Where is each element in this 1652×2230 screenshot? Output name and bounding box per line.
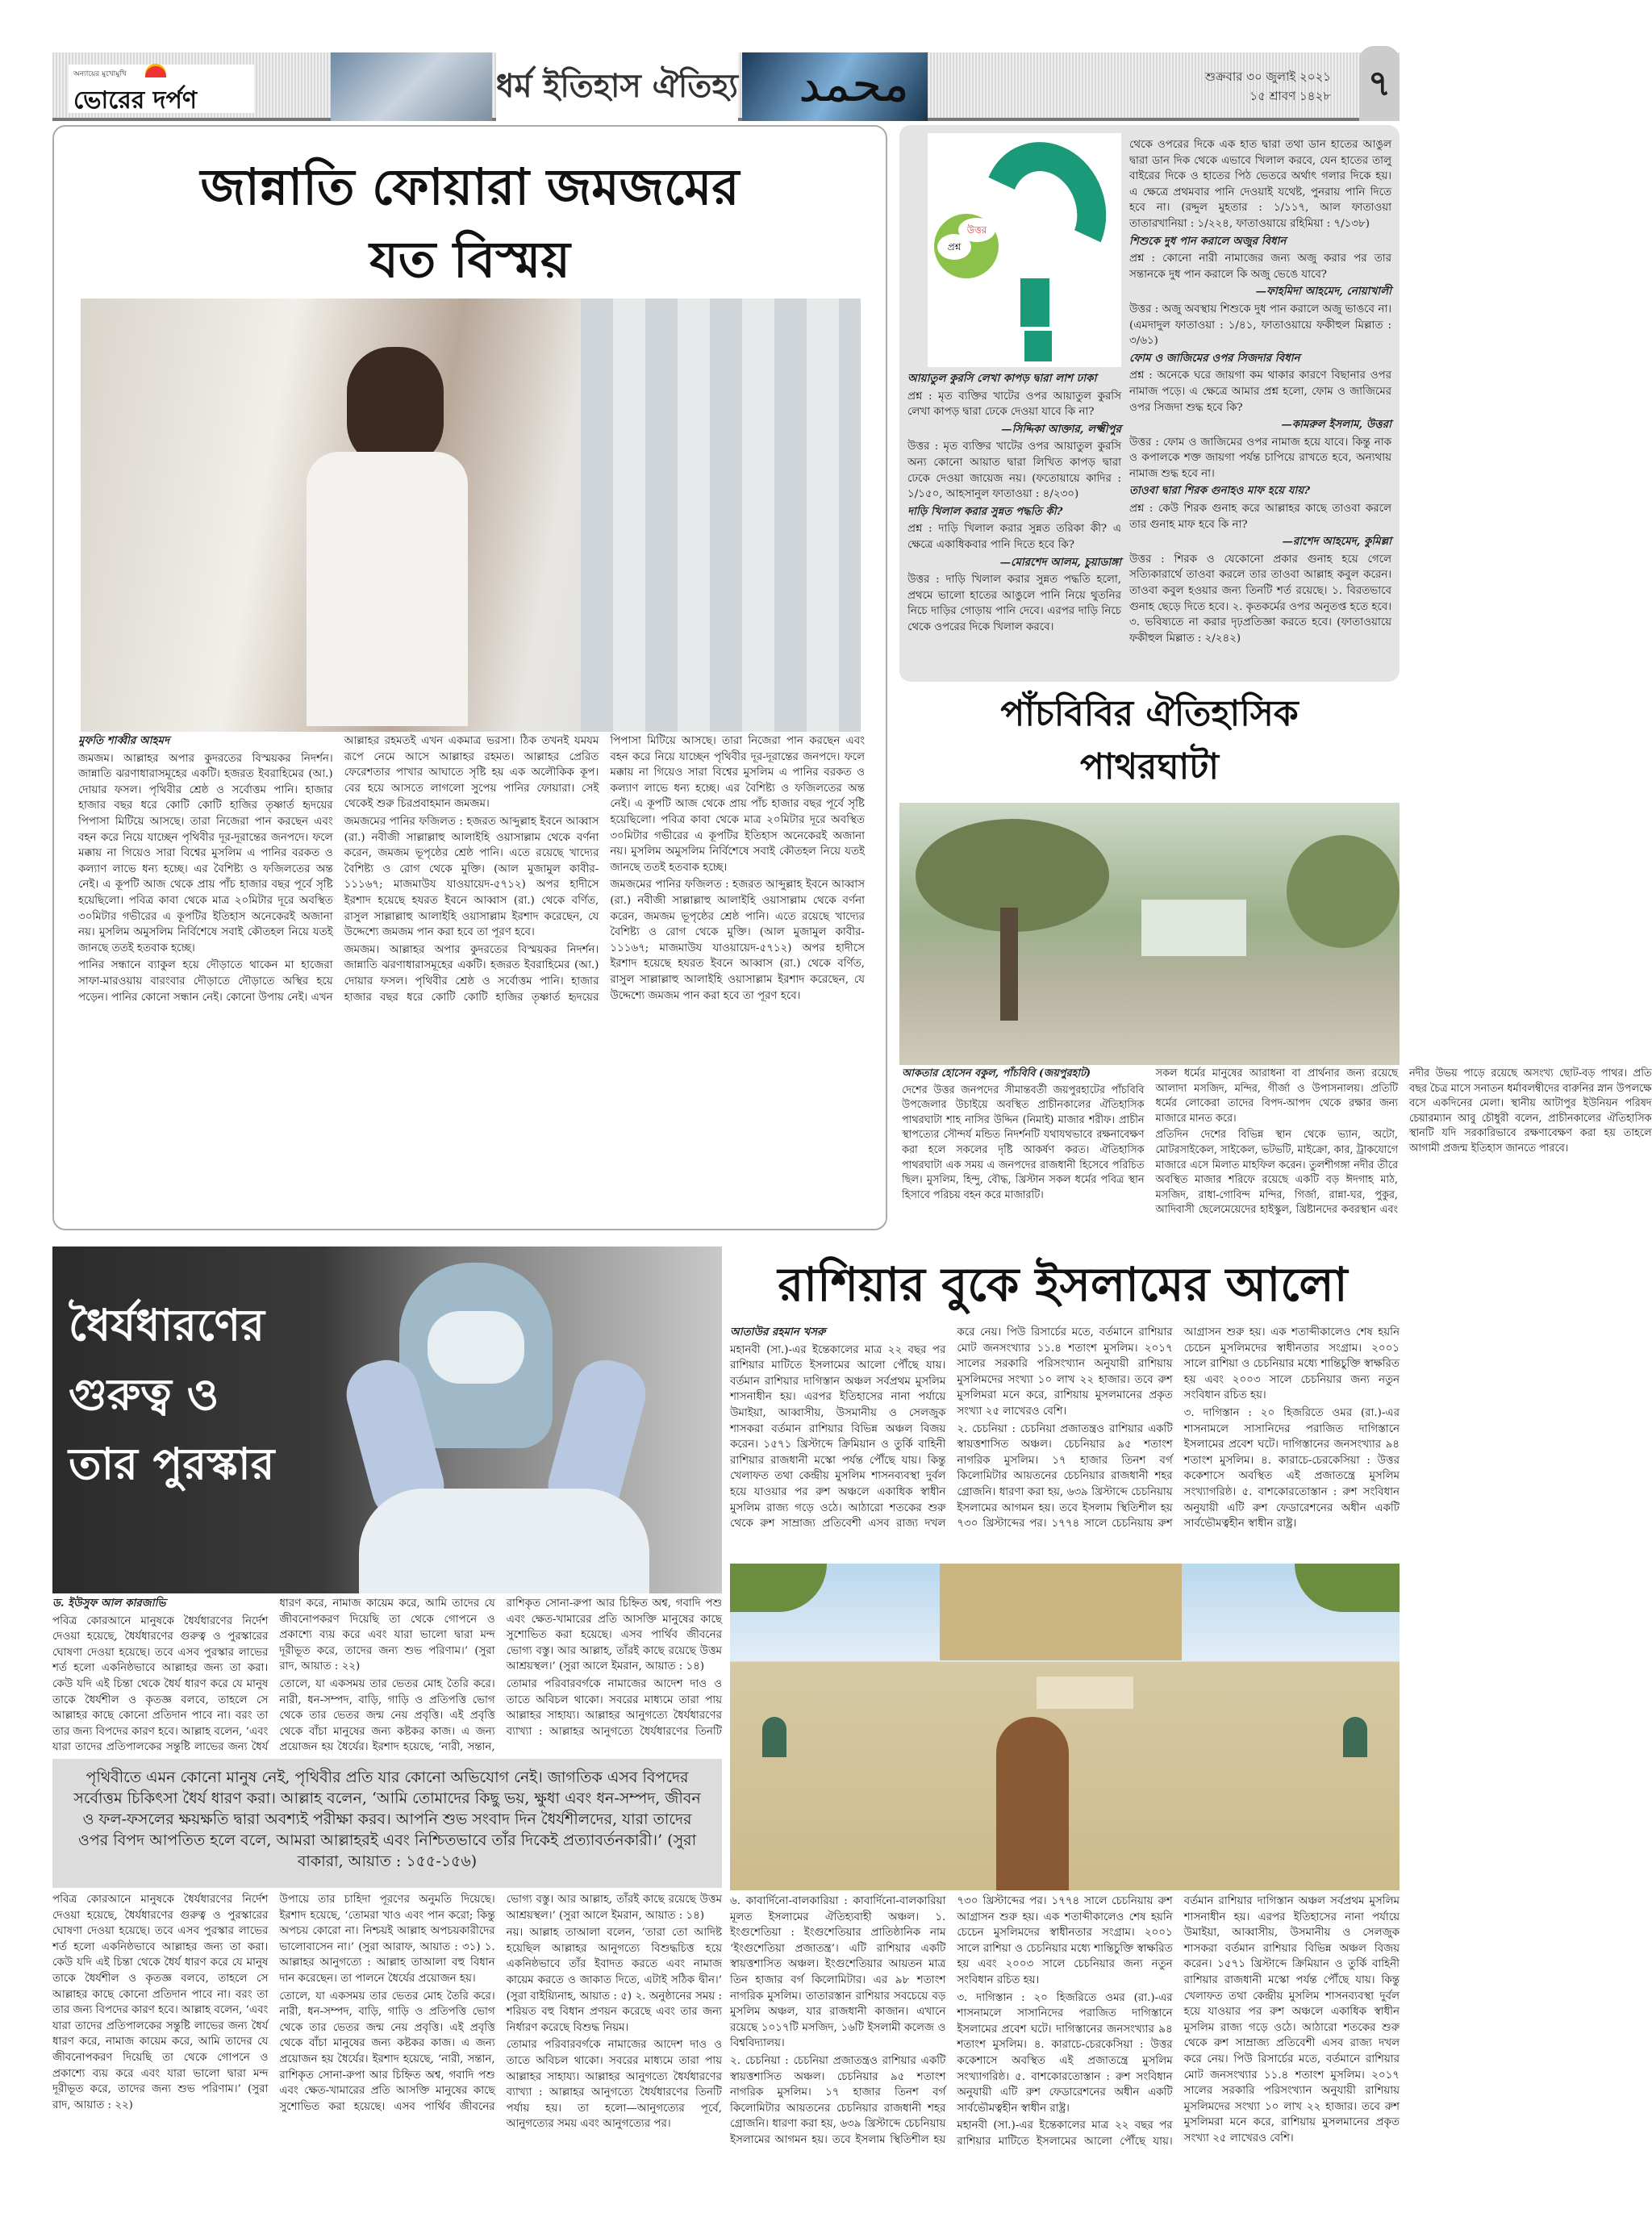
qa-question: প্রশ্ন : কেউ শিরক গুনাহ করে আল্লাহর কাছে তাওবা করলে তার গুনাহ মাফ হবে কি না? bbox=[1129, 503, 1391, 531]
qa-answer: উত্তর : অজু অবস্থায় শিশুকে দুধ পান করালে অজু ভাঙবে না। (এমদাদুল ফাতাওয়া : ১/৪১, ফাতাওয়ায়ে ফকীহুল মিল্লাত : ৩/৬১) bbox=[1129, 303, 1391, 348]
byline: মুফতি শাব্বীর আহমদ bbox=[78, 734, 170, 747]
newspaper-logo[interactable] bbox=[69, 65, 254, 113]
mosque-photo bbox=[730, 1564, 1400, 1890]
qa-section bbox=[899, 125, 1400, 682]
patience-body-bottom bbox=[52, 1892, 722, 2211]
pull-quote: পৃথিবীতে এমন কোনো মানুষ নেই, পৃথিবীর প্রতি যার কোনো অভিযোগ নেই। জাগতিক এসব বিপদের সর্বোত্তম চিকিৎসা ধৈর্য ধারণ করা। আল্লাহ বলেন, ‘আমি তোমাদের কিছু ভয়, ক্ষুধা এবং ধন-সম্পদ, জীবন ও ফল-ফসলের ক্ষয়ক্ষতি দ্বারা অবশ্যই পরীক্ষা করব। আপনি শুভ সংবাদ দিন ধৈর্যশীলদের, যারা তাদের ওপর বিপদ আপতিত হলে বলে, আমরা আল্লাহরই এবং নিশ্চিতভাবে তাঁর দিকেই প্রত্যাবর্তনকারী।’ (সুরা বাকারা, আয়াত : ১৫৫-১৫৬) bbox=[52, 1759, 722, 1888]
paragraph: ২. চেচনিয়া : চেচনিয়া প্রজাতন্ত্রও রাশিয়ার একটি স্বায়ত্তশাসিত অঞ্চল। চেচনিয়ার ৯৫ শতাংশ নাগরিক মুসলিম। ১৭ হাজার তিনশ বর্গ কিলোমিটার আয়তনের চেচনিয়ার রাজধানী শহর গ্রোজনি। ধারণা করা হয়, ৬৩৯ খ্রিস্টাব্দে চেচনিয়ায় ইসলামের আগমন হয়। তবে ইসলাম স্থিতিশীল হয় ৭৩০ খ্রিস্টাব্দের পর। ১৭৭৪ সালে চেচনিয়ায় রুশ আগ্রাসন শুরু হয়। এক শতাব্দীকালেও শেষ হয়নি চেচেন মুসলিমদের স্বাধীনতার সংগ্রাম। ২০০১ সালে রাশিয়া ও চেচনিয়ার মধ্যে শান্তিচুক্তি স্বাক্ষরিত হয় এবং ২০০৩ সালে চেচনিয়ার জন্য নতুন সংবিধান রচিত হয়। bbox=[957, 1326, 1400, 1531]
headline-line: পাথরঘাটা bbox=[1080, 746, 1219, 787]
qa-question: প্রশ্ন : কোনো নারী নামাজের জন্য অজু করার পর তার সন্তানকে দুধ পান করালে কি অজু ভেঙে যাবে? bbox=[1129, 253, 1391, 281]
qa-title: তাওবা দ্বারা শিরক গুনাহও মাফ হয়ে যায়? bbox=[1129, 484, 1311, 498]
headline-line: গুরুত্ব ও bbox=[69, 1369, 219, 1420]
qa-answer: উত্তর : ফোম ও জাজিমের ওপর নামাজ হয়ে যাবে। কিন্তু নাক ও কপালকে শক্ত জায়গা পর্যন্ত চাপিয়ে রাখতে হবে, অন্যথায় নামাজ শুদ্ধ হবে না। bbox=[1129, 436, 1391, 480]
calligraphy-image bbox=[742, 52, 928, 121]
date-gregorian: শুক্রবার ৩০ জুলাই ২০২১ bbox=[1205, 69, 1331, 84]
patience-body-top bbox=[52, 1596, 722, 1756]
panchbibi-body bbox=[902, 1067, 1652, 1226]
qa-title: ফোম ও জাজিমের ওপর সিজদার বিধান bbox=[1129, 351, 1300, 365]
paragraph: পানির সন্ধানে ব্যাকুল হয়ে দৌড়াতে থাকেন মা হাজেরা সাফা-মারওয়ায় বারংবার দৌড়াতে দৌড়াতে অস্থির হয়ে পড়েন। পানির কোনো সন্ধান নেই। কোনো উপায় নেই। এখন আল্লাহর রহমতই এখন একমাত্র ভরসা। ঠিক তখনই যমযম রূপে নেমে আসে আল্লাহর রহমত। আল্লাহর প্রেরিত ফেরেশতার পাখার আঘাতে সৃষ্টি হয় এক অলৌকিক কূপ। বের হয়ে আসতে লাগলো সুপেয় পানির ফোয়ারা। সেই থেকেই শুরু চিরপ্রবাহমান জমজম। bbox=[78, 735, 599, 1004]
article-zamzam bbox=[52, 125, 887, 1230]
panchbibi-photo bbox=[899, 803, 1400, 1065]
qa-asker: —ফাহমিদা আহমেদ, নোয়াখালী bbox=[1255, 285, 1391, 299]
paragraph: ৩. দাগিস্তান : ২০ হিজরিতে ওমর (রা.)-এর শাসনামলে সাসানিদের পরাজিত দাগিস্তানে ইসলামের প্রবেশ ঘটে। দাগিস্তানের জনসংখ্যার ৯৪ শতাংশ মুসলিম। ৪. কারাচে-চেরকেসিয়া : উত্তর ককেশাসে অবস্থিত এই প্রজাতন্ত্রে মুসলিম সংখ্যাগরিষ্ঠ। ৫. বাশকোরতোস্তান : রুশ সংবিধান অনুযায়ী এটি রুশ ফেডারেশনের অধীন একটি সার্বভৌমত্বহীন স্বাধীন রাষ্ট্র। bbox=[1183, 1406, 1400, 1531]
qa-title: দাড়ি খিলাল করার সুন্নত পদ্ধতি কী? bbox=[907, 504, 1063, 518]
paragraph: মহানবী (সা.)-এর ইন্তেকালের মাত্র ২২ বছর পর রাশিয়ার মাটিতে ইসলামের আলো পৌঁছে যায়। বর্তমান রাশিয়ার দাগিস্তান অঞ্চল সর্বপ্রথম মুসলিম শাসনাধীন হয়। এরপর ইতিহাসের নানা পর্যায়ে উমাইয়া, আব্বাসীয়, উসমানীয় ও সেলজুক শাসকরা বর্তমান রাশিয়ার বিভিন্ন অঞ্চল বিজয় করেন। ১৫৭১ খ্রিস্টাব্দে ক্রিমিয়ান ও তুর্কি বাহিনী রাশিয়ার রাজধানী মস্কো পর্যন্ত পৌঁছে যায়। কিন্তু খেলাফত তথা কেন্দ্রীয় মুসলিম শাসনব্যবস্থা দুর্বল হয়ে যাওয়ার পর রুশ অঞ্চলে একাধিক স্বাধীন মুসলিম রাজ্য গড়ে ওঠে। আঠারো শতকের শুরু থেকে রুশ সাম্রাজ্য প্রতিবেশী এসব রাজ্য দখল করে নেয়। পিউ রিসার্চের মতে, বর্তমানে রাশিয়ার মোট জনসংখ্যার ১১.৪ শতাংশ মুসলিম। ২০১৭ সালের সরকারি পরিসংখ্যান অনুযায়ী রাশিয়ায় মুসলিমদের সংখ্যা ১০ লাখ ২২ হাজার। তবে রুশ মুসলিমরা মনে করে, রাশিয়ায় মুসলমানের প্রকৃত সংখ্যা ২৫ লাখেরও বেশি। bbox=[730, 1326, 1173, 1531]
qa-asker: —সিদ্দিকা আক্তার, লক্ষ্মীপুর bbox=[1001, 422, 1121, 436]
qa-column-right bbox=[1129, 137, 1391, 678]
paragraph: ২. চেচনিয়া : চেচনিয়া প্রজাতন্ত্রও রাশিয়ার একটি স্বায়ত্তশাসিত অঞ্চল। চেচনিয়ার ৯৫ শতাংশ নাগরিক মুসলিম। ১৭ হাজার তিনশ বর্গ কিলোমিটার আয়তনের চেচনিয়ার রাজধানী শহর গ্রোজনি। ধারণা করা হয়, ৬৩৯ খ্রিস্টাব্দে চেচনিয়ায় ইসলামের আগমন হয়। তবে ইসলাম স্থিতিশীল হয় ৭৩০ খ্রিস্টাব্দের পর। ১৭৭৪ সালে চেচনিয়ায় রুশ আগ্রাসন শুরু হয়। এক শতাব্দীকালেও শেষ হয়নি চেচেন মুসলিমদের স্বাধীনতার সংগ্রাম। ২০০১ সালে রাশিয়া ও চেচনিয়ার মধ্যে শান্তিচুক্তি স্বাক্ষরিত হয় এবং ২০০৩ সালে চেচনিয়ার জন্য নতুন সংবিধান রচিত হয়। bbox=[730, 1895, 1173, 2146]
byline: আতাউর রহমান খসরু bbox=[730, 1326, 826, 1338]
qa-answer: উত্তর : শিরক ও যেকোনো প্রকার গুনাহ হয়ে গেলে সত্যিকারার্থে তাওবা করলে তার তাওবা আল্লাহ কবুল করেন। তাওবা কবুল হওয়ার জন্য তিনটি শর্ত রয়েছে। ১. বিরতভাবে গুনাহ ছেড়ে দিতে হবে। ২. কৃতকর্মের ওপর অনুতপ্ত হতে হবে। ৩. ভবিষ্যতে না করার দৃঢ়প্রতিজ্ঞা করতে হবে। (ফাতাওয়ায়ে ফকীহুল মিল্লাত : ২/২৪২) bbox=[1129, 553, 1391, 645]
date-bangla: ১৫ শ্রাবণ ১৪২৮ bbox=[1249, 89, 1331, 103]
qa-asker: —রাশেদ আহমেদ, কুমিল্লা bbox=[1282, 535, 1391, 549]
question-bubble: প্রশ্ন bbox=[937, 234, 971, 260]
paragraph: তোমার পরিবারবর্গকে নামাজের আদেশ দাও ও তাতে অবিচল থাকো। সবরের মাধ্যমে তারা পায় আল্লাহর সাহায্য। আল্লাহর আনুগত্যে ধৈর্যধারণের ব্যাখ্যা : আল্লাহর আনুগত্যে ধৈর্যধারণের তিনটি পর্যায় হয়। তা হলো—আনুগত্যের পূর্বে, আনুগত্যের সময় এবং আনুগত্যের পর। bbox=[506, 2039, 722, 2131]
qa-question: প্রশ্ন : অনেকে ঘরে জায়গা কম থাকার কারণে বিছানার ওপর নামাজ পড়ে। এ ক্ষেত্রে আমার প্রশ্ন হলো, ফোম ও জাজিমের ওপর সিজদা শুদ্ধ হবে কি? bbox=[1129, 370, 1391, 414]
page-number: ৭ bbox=[1359, 46, 1400, 121]
answer-bubble: উত্তর bbox=[958, 218, 995, 242]
paragraph: জমজম। আল্লাহর অপার কুদরতের বিস্ময়কর নিদর্শন। জান্নাতি ঝরণাধারাসমূহের একটি। হজরত ইবরাহিমের (আ.) দোয়ার ফসল। পৃথিবীর শ্রেষ্ঠ ও সর্বোত্তম পানি। হাজার হাজার বছর ধরে কোটি কোটি হাজির তৃষ্ণার্ত হৃদয়ের পিপাসা মিটিয়ে আসছে। তারা নিজেরা পান করছেন এবং বহন করে নিয়ে যাচ্ছেন পৃথিবীর দূর-দূরান্তের জনপদে। ফলে মক্কায় না গিয়েও সারা বিশ্বের মুসলিম এ পানির বরকত ও কল্যাণ লাভে ধন্য হচ্ছে। এর বৈশিষ্ট্য ও ফজিলতের অন্ত নেই। এ কূপটি আজ থেকে প্রায় পাঁচ হাজার বছর পূর্বে সৃষ্টি হয়েছিলো। পবিত্র কাবা থেকে মাত্র ২০মিটার দূরে অবস্থিত ৩০মিটার গভীরের এ কূপটির ইতিহাস অনেকেরই অজানা নয়। মুসলিম অমুসলিম নির্বিশেষে সবাই কৌতহল নিয়ে যতই জানছে ততই হতবাক হচ্ছে। bbox=[78, 752, 333, 954]
headline-line: ধৈর্যধারণের bbox=[69, 1300, 265, 1351]
issue-date bbox=[1170, 67, 1331, 106]
paragraph: জমজমের পানির ফজিলত : হজরত আব্দুল্লাহ ইবনে আব্বাস (রা.) নবীজী সাল্লাল্লাহু আলাইহি ওয়াসাল্লাম থেকে বর্ণনা করেন, জমজম ভূপৃষ্ঠের শ্রেষ্ঠ পানি। এতে রয়েছে খাদ্যের বৈশিষ্ট্য ও রোগ থেকে মুক্তি। (আল মুজামুল কাবীর- ১১১৬৭; মাজমাউয যাওয়ায়েদ-৫৭১২) অপর হাদীসে ইরশাদ হয়েছে হযরত ইবনে আব্বাস (রা.) থেকে বর্ণিত, রাসুল সাল্লাল্লাহু আলাইহি ওয়াসাল্লাম ইরশাদ করেছেন, যে উদ্দেশ্যে জমজম পান করা হবে তা পূরণ হবে। bbox=[344, 815, 599, 939]
paragraph: ৬. কাবার্দিনো-বালকারিয়া : কাবার্দিনো-বালকারিয়া মূলত ইসলামের ঐতিহ্যবাহী অঞ্চল। ১. ইংগুশেতিয়া : ইংগুশেতিয়ার প্রাতিষ্ঠানিক নাম ‘ইংগুশেতিয়া প্রজাতন্ত্র’। এটি রাশিয়ার একটি স্বায়ত্তশাসিত অঞ্চল। ইংগুশেতিয়ার আয়তন মাত্র তিন হাজার বর্গ কিলোমিটার। এর ৯৮ শতাংশ নাগরিক মুসলিম। তাতারস্তান রাশিয়ার সবচেয়ে বড় মুসলিম অঞ্চল, যার রাজধানী কাজান। এখানে রয়েছে ১০১৭টি মসজিদ, ১৬টি ইসলামী কলেজ ও বিশ্ববিদ্যালয়। bbox=[730, 1895, 946, 2050]
paragraph: নয়। আল্লাহ তাআলা বলেন, ‘তারা তো আদিষ্ট হয়েছিল আল্লাহর আনুগত্যে বিশুদ্ধচিত্ত হয়ে একনিষ্ঠভাবে তাঁর ইবাদত করতে এবং নামাজ কায়েম করতে ও জাকাত দিতে, এটাই সঠিক দ্বীন।’ (সুরা বাইয়্যিনাহ, আয়াত : ৫) ২. অনুষ্ঠানের সময় : শরিয়ত বহু বিধান প্রণয়ন করেছে এবং তার জন্য নির্ধারণ করেছে বিশুদ্ধ নিয়ম। bbox=[506, 1927, 722, 2034]
paragraph: জমজম। আল্লাহর অপার কুদরতের বিস্ময়কর নিদর্শন। জান্নাতি ঝরণাধারাসমূহের একটি। হজরত ইবরাহিমের (আ.) দোয়ার ফসল। পৃথিবীর শ্রেষ্ঠ ও সর্বোত্তম পানি। হাজার হাজার বছর ধরে কোটি কোটি হাজির তৃষ্ণার্ত হৃদয়ের পিপাসা মিটিয়ে আসছে। তারা নিজেরা পান করছেন এবং বহন করে নিয়ে যাচ্ছেন পৃথিবীর দূর-দূরান্তের জনপদে। ফলে মক্কায় না গিয়েও সারা বিশ্বের মুসলিম এ পানির বরকত ও কল্যাণ লাভে ধন্য হচ্ছে। এর বৈশিষ্ট্য ও ফজিলতের অন্ত নেই। এ কূপটি আজ থেকে প্রায় পাঁচ হাজার বছর পূর্বে সৃষ্টি হয়েছিলো। পবিত্র কাবা থেকে মাত্র ২০মিটার দূরে অবস্থিত ৩০মিটার গভীরের এ কূপটির ইতিহাস অনেকেরই অজানা নয়। মুসলিম অমুসলিম নির্বিশেষে সবাই কৌতহল নিয়ে যতই জানছে ততই হতবাক হচ্ছে। bbox=[344, 735, 865, 1004]
panchbibi-headline bbox=[899, 687, 1400, 794]
paragraph: পবিত্র কোরআনে মানুষকে ধৈর্যধারণের নির্দেশ দেওয়া হয়েছে, ধৈর্যধারণের গুরুত্ব ও পুরস্কারের ঘোষণা দেওয়া হয়েছে। তবে এসব পুরস্কার লাভের শর্ত হলো একনিষ্ঠভাবে আল্লাহর জন্য তা করা। কেউ যদি এই চিন্তা থেকে ধৈর্য ধারণ করে যে মানুষ তাকে ধৈর্যশীল ও কৃতজ্ঞ বলবে, তাহলে সে আল্লাহর কাছে কোনো প্রতিদান পাবে না। বরং তা তার জন্য বিপদের কারণ হবে। আল্লাহ বলেন, ‘এবং যারা তাদের প্রতিপালকের সন্তুষ্টি লাভের জন্য ধৈর্য ধারণ করে, নামাজ কায়েম করে, আমি তাদের যে জীবনোপকরণ দিয়েছি তা থেকে গোপনে ও প্রকাশ্যে ব্যয় করে এবং যারা ভালো দ্বারা মন্দ দূরীভূত করে, তাদের জন্য শুভ পরিণাম।’ (সুরা রাদ, আয়াত : ২২) bbox=[52, 1597, 495, 1754]
qa-title: আয়াতুল কুরসি লেখা কাপড় দ্বারা লাশ ঢাকা bbox=[907, 372, 1097, 385]
paragraph: মহানবী (সা.)-এর ইন্তেকালের মাত্র ২২ বছর পর রাশিয়ার মাটিতে ইসলামের আলো পৌঁছে যায়। বর্তমান রাশিয়ার দাগিস্তান অঞ্চল সর্বপ্রথম মুসলিম শাসনাধীন হয়। এরপর ইতিহাসের নানা পর্যায়ে উমাইয়া, আব্বাসীয়, উসমানীয় ও সেলজুক শাসকরা বর্তমান রাশিয়ার বিভিন্ন অঞ্চল বিজয় করেন। ১৫৭১ খ্রিস্টাব্দে ক্রিমিয়ান ও তুর্কি বাহিনী রাশিয়ার রাজধানী মস্কো পর্যন্ত পৌঁছে যায়। কিন্তু খেলাফত তথা কেন্দ্রীয় মুসলিম শাসনব্যবস্থা দুর্বল হয়ে যাওয়ার পর রুশ অঞ্চলে একাধিক স্বাধীন মুসলিম রাজ্য গড়ে ওঠে। আঠারো শতকের শুরু থেকে রুশ সাম্রাজ্য প্রতিবেশী এসব রাজ্য দখল করে নেয়। পিউ রিসার্চের মতে, বর্তমানে রাশিয়ার মোট জনসংখ্যার ১১.৪ শতাংশ মুসলিম। ২০১৭ সালের সরকারি পরিসংখ্যান অনুযায়ী রাশিয়ায় মুসলিমদের সংখ্যা ১০ লাখ ২২ হাজার। তবে রুশ মুসলিমরা মনে করে, রাশিয়ায় মুসলমানের প্রকৃত সংখ্যা ২৫ লাখেরও বেশি। bbox=[957, 1895, 1400, 2148]
headline-line: যত বিস্ময় bbox=[369, 230, 570, 289]
paragraph: প্রতিদিন দেশের বিভিন্ন স্থান থেকে ভ্যান, অটো, মোটরসাইকেল, সাইকেল, ভটভটি, মাইক্রো, কার, ট্রাকযোগে মাজারে এসে মিলাত মাহফিল করেন। তুলশীগঙ্গা নদীর তীরে অবস্থিত মাজার শরিফে রয়েছে একটি বড় ঈদগাহ মাঠ, মসজিদ, রাধা-গোবিন্দ মন্দির, গির্জা, রান্না-ঘর, পুকুর, আদিবাসী ছেলেমেয়েদের হাইস্কুল, খ্রিষ্টানদের কবরস্থান এবং নদীর উভয় পাড়ে রয়েছে অসংখ্য ছোট-বড় পাথর। প্রতি বছর চৈত্র মাসে সনাতন ধর্মাবলম্বীদের বারুনির স্নান উপলক্ষে বসে একদিনের মেলা। স্থানীয় আটাপুর ইউনিয়ন পরিষদ চেয়ারম্যান আবু চৌধুরী বলেন, প্রাচীনকালের ঐতিহাসিক স্থানটি যদি সরকারিভাবে রক্ষণাবেক্ষণ করা হয় তাহলে আগামী প্রজন্ম ইতিহাস জানতে পারবে। bbox=[1155, 1067, 1652, 1217]
qa-asker: —মোরশেদ আলম, চুয়াডাঙ্গা bbox=[999, 555, 1121, 569]
logo-name: ভোরের দর্পণ bbox=[73, 86, 197, 115]
byline: আকতার হোসেন বকুল, পাঁচবিবি (জয়পুরহাট) bbox=[902, 1067, 1091, 1080]
headline-line: তার পুরস্কার bbox=[69, 1439, 275, 1489]
headline-line: পাঁচবিবির ঐতিহাসিক bbox=[1000, 693, 1299, 734]
russia-headline: রাশিয়ার বুকে ইসলামের আলো bbox=[778, 1257, 1348, 1312]
paragraph: সকল ধর্মের মানুষের আরাধনা বা প্রার্থনার জন্য রয়েছে আলাদা মসজিদ, মন্দির, গীর্জা ও উপাসনালয়। প্রতিটি ধর্মের লোকেরা তাদের বিপদ-আপদ থেকে রক্ষার জন্য মাজারে মানত করে। bbox=[1155, 1067, 1398, 1125]
paragraph: ৩. দাগিস্তান : ২০ হিজরিতে ওমর (রা.)-এর শাসনামলে সাসানিদের পরাজিত দাগিস্তানে ইসলামের প্রবেশ ঘটে। দাগিস্তানের জনসংখ্যার ৯৪ শতাংশ মুসলিম। ৪. কারাচে-চেরকেসিয়া : উত্তর ককেশাসে অবস্থিত এই প্রজাতন্ত্রে মুসলিম সংখ্যাগরিষ্ঠ। ৫. বাশকোরতোস্তান : রুশ সংবিধান অনুযায়ী এটি রুশ ফেডারেশনের অধীন একটি সার্বভৌমত্বহীন স্বাধীন রাষ্ট্র। bbox=[957, 1991, 1173, 2115]
qa-title: শিশুকে দুধ পান করালে অজুর বিধান bbox=[1129, 234, 1287, 248]
qa-question: প্রশ্ন : মৃত ব্যক্তির খাটের ওপর আয়াতুল কুরসি লেখা কাপড় দ্বারা ঢেকে দেওয়া যাবে কি না? bbox=[907, 390, 1121, 419]
byline: ড. ইউসুফ আল কারজাভি bbox=[52, 1597, 166, 1610]
patience-banner bbox=[52, 1247, 722, 1593]
paragraph: থেকে ওপরের দিকে এক হাত দ্বারা তথা ডান হাতের আঙুল দ্বারা ডান দিক থেকে এভাবে খিলাল করবে, যেন হাতের তালু বাইরের দিকে ও হাতের পিঠ ভেতরে অর্থাৎ গলার দিকে হয়। এ ক্ষেত্রে প্রথমবার পানি দেওয়াই যথেষ্ট, পুনরায় পানি দিতে হবে না। (রদ্দুল মুহতার : ১/১১৭, আল ফাতাওয়া তাতারখানিয়া : ১/২২৪, ফাতাওয়ায়ে রহিমিয়া : ৭/১৩৮) bbox=[1129, 139, 1391, 230]
paragraph: দেশের উত্তর জনপদের সীমান্তবর্তী জয়পুরহাটের পাঁচবিবি উপজেলার উচাইয়ে অবস্থিত প্রাচীনকালের ঐতিহাসিক পাথরঘাটা শাহ নাসির উদ্দিন (নিমাই) মাজার শরীফ। প্রাচীন স্থাপত্যের সৌন্দর্য মন্ডিত নিদর্শনটি যথাযথভাবে রক্ষনাবেক্ষণ করা হলে সকলের দৃষ্টি আকর্ষণ করত। ঐতিহাসিক পাথরঘাটা এক সময় এ জনপদের রাজধানী হিসেবে পরিচিত ছিল। মুসলিম, হিন্দু, বৌদ্ধ, খ্রিস্টান সকল ধর্মের পবিত্র স্থান হিসাবে পরিচয় বহন করে মাজারটি। bbox=[902, 1084, 1145, 1201]
paragraph: তোমার পরিবারবর্গকে নামাজের আদেশ দাও ও তাতে অবিচল থাকো। সবরের মাধ্যমে তারা পায় আল্লাহর সাহায্য। আল্লাহর আনুগত্যে ধৈর্যধারণের ব্যাখ্যা : আল্লাহর আনুগত্যে ধৈর্যধারণের তিনটি bbox=[506, 1677, 722, 1738]
paragraph: পবিত্র কোরআনে মানুষকে ধৈর্যধারণের নির্দেশ দেওয়া হয়েছে, ধৈর্যধারণের গুরুত্ব ও পুরস্কারের ঘোষণা দেওয়া হয়েছে। তবে এসব পুরস্কার লাভের শর্ত হলো একনিষ্ঠভাবে আল্লাহর জন্য তা করা। কেউ যদি এই চিন্তা থেকে ধৈর্য ধারণ করে যে মানুষ তাকে ধৈর্যশীল ও কৃতজ্ঞ বলবে, তাহলে সে আল্লাহর কাছে কোনো প্রতিদান পাবে না। বরং তা তার জন্য বিপদের কারণ হবে। আল্লাহ বলেন, ‘এবং যারা তাদের প্রতিপালকের সন্তুষ্টি লাভের জন্য ধৈর্য ধারণ করে, নামাজ কায়েম করে, আমি তাদের যে জীবনোপকরণ দিয়েছি তা থেকে গোপনে ও প্রকাশ্যে ব্যয় করে এবং যারা ভালো দ্বারা মন্দ দূরীভূত করে, তাদের জন্য শুভ পরিণাম।’ (সুরা রাদ, আয়াত : ২২) bbox=[52, 1894, 269, 2111]
paragraph: উপায়ে তার চাহিদা পূরণের অনুমতি দিয়েছে। ইরশাদ হয়েছে, ‘তোমরা খাও এবং পান করো; কিন্তু অপচয় কোরো না। নিশ্চয়ই আল্লাহ অপচয়কারীদের ভালোবাসেন না।’ (সুরা আরাফ, আয়াত : ৩১) ১. আল্লাহর আনুগত্যে : আল্লাহ তাআলা বহু বিধান দান করেছেন। তা পালনে ধৈর্যের প্রয়োজন হয়। bbox=[279, 1894, 495, 1985]
qa-asker: —কামরুল ইসলাম, উত্তরা bbox=[1281, 418, 1391, 432]
qa-answer: উত্তর : মৃত ব্যক্তির খাটের ওপর আয়াতুল কুরসি অন্য কোনো আয়াত দ্বারা লিখিত কাপড় দ্বারা ঢেকে দেওয়া জায়েজ নয়। (ফতোয়ায়ে কাদির : ১/১৫০, আহসানুল ফাতাওয়া : ৪/২৩০) bbox=[907, 441, 1121, 501]
zamzam-photo bbox=[81, 299, 861, 732]
qa-question: প্রশ্ন : দাড়ি খিলাল করার সুন্নত তরিকা কী? এ ক্ষেত্রে একাধিকবার পানি দিতে হবে কি? bbox=[907, 523, 1121, 551]
zamzam-body bbox=[78, 733, 865, 1221]
russia-body-bottom bbox=[730, 1894, 1400, 2211]
headline-line: জান্নাতি ফোয়ারা জমজমের bbox=[200, 157, 740, 216]
sun-icon bbox=[145, 66, 166, 77]
logo-tagline: অন্যায়ের মুখোমুখি bbox=[73, 70, 127, 78]
qa-column-left bbox=[907, 371, 1121, 678]
paragraph: জমজমের পানির ফজিলত : হজরত আব্দুল্লাহ ইবনে আব্বাস (রা.) নবীজী সাল্লাল্লাহু আলাইহি ওয়াসাল্লাম থেকে বর্ণনা করেন, জমজম ভূপৃষ্ঠের শ্রেষ্ঠ পানি। এতে রয়েছে খাদ্যের বৈশিষ্ট্য ও রোগ থেকে মুক্তি। (আল মুজামুল কাবীর- ১১১৬৭; মাজমাউয যাওয়ায়েদ-৫৭১২) অপর হাদীসে ইরশাদ হয়েছে হযরত ইবনে আব্বাস (রা.) থেকে বর্ণিত, রাসুল সাল্লাল্লাহু আলাইহি ওয়াসাল্লাম ইরশাদ করেছেন, যে উদ্দেশ্যে জমজম পান করা হবে তা পূরণ হবে। bbox=[610, 879, 865, 1002]
russia-body-top bbox=[730, 1325, 1400, 1560]
zamzam-headline bbox=[54, 151, 886, 296]
section-title: ধর্ম ইতিহাস ঐতিহ্য bbox=[496, 52, 738, 121]
patience-headline bbox=[69, 1291, 274, 1499]
paragraph: তোলে, যা একসময় তার ভেতর মোহ তৈরি করে। নারী, ধন-সম্পদ, বাড়ি, গাড়ি ও প্রতিপত্তি ভোগ থেকে তার ভেতর জন্ম নেয় প্রবৃত্তি। এই প্রবৃত্তি থেকে বাঁচা মানুষের জন্য কষ্টকর কাজ। এ জন্য প্রয়োজন হয় ধৈর্যের। ইরশাদ হয়েছে, ‘নারী, সন্তান, রাশিকৃত সোনা-রুপা আর চিহ্নিত অশ্ব, গবাদি পশু এবং ক্ষেত-খামারের প্রতি আসক্তি মানুষের কাছে সুশোভিত করা হয়েছে। এসব পার্থিব জীবনের ভোগ্য বস্তু। আর আল্লাহ, তাঁরই কাছে রয়েছে উত্তম আশ্রয়স্থল।’ (সুরা আলে ইমরান, আয়াত : ১৪) bbox=[279, 1597, 722, 1754]
quran-image bbox=[331, 52, 492, 121]
masthead bbox=[52, 52, 1400, 121]
qa-answer: উত্তর : দাড়ি খিলাল করার সুন্নত পদ্ধতি হলো, প্রথমে ভালো হাতের আঙুলে পানি নিয়ে থুতনির নিচে দাড়ির গোড়ায় পানি দেবে। এরপর দাড়ি নিচে থেকে ওপরের দিকে খিলাল করবে। bbox=[907, 574, 1121, 633]
paragraph: তোলে, যা একসময় তার ভেতর মোহ তৈরি করে। নারী, ধন-সম্পদ, বাড়ি, গাড়ি ও প্রতিপত্তি ভোগ থেকে তার ভেতর জন্ম নেয় প্রবৃত্তি। এই প্রবৃত্তি থেকে বাঁচা মানুষের জন্য কষ্টকর কাজ। এ জন্য প্রয়োজন হয় ধৈর্যের। ইরশাদ হয়েছে, ‘নারী, সন্তান, রাশিকৃত সোনা-রুপা আর চিহ্নিত অশ্ব, গবাদি পশু এবং ক্ষেত-খামারের প্রতি আসক্তি মানুষের কাছে সুশোভিত করা হয়েছে। এসব পার্থিব জীবনের ভোগ্য বস্তু। আর আল্লাহ, তাঁরই কাছে রয়েছে উত্তম আশ্রয়স্থল।’ (সুরা আলে ইমরান, আয়াত : ১৪) bbox=[279, 1894, 722, 2113]
question-mark-image bbox=[928, 133, 1121, 367]
calligraphy-text: محمد bbox=[799, 56, 910, 113]
